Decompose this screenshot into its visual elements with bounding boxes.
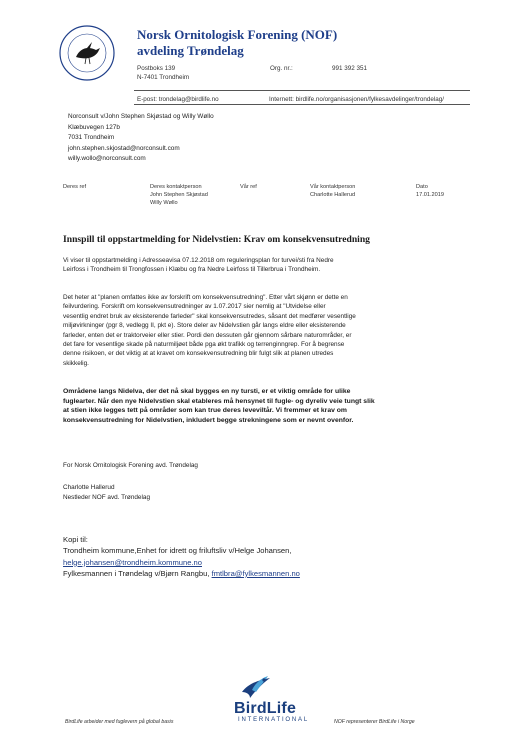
email-line: E-post: trondelag@birdlife.no bbox=[137, 96, 219, 103]
postal-address bbox=[137, 64, 189, 82]
kopi-email1-link[interactable]: helge.johansen@trondheim.kommune.no bbox=[63, 557, 202, 567]
paragraph-line: Leirfoss i Trondheim til Trongfossen i Klæbu og fra Nedre Leirfoss til Tillerbrua i Trondheim. bbox=[63, 266, 321, 274]
orgnr-value: 991 392 351 bbox=[332, 65, 368, 72]
var-kontakt-value: Charlotte Hallerud bbox=[310, 192, 356, 198]
paragraph-line: farleder, enten det er traktorveier eller stier. Pordi den dessuten går gjennom sårbare naturområder, er bbox=[63, 331, 352, 339]
birdlife-international: INTERNATIONAL bbox=[238, 717, 309, 723]
signature-block bbox=[63, 483, 150, 502]
paragraph-1 bbox=[63, 256, 463, 275]
recipient-line: 7031 Trondheim bbox=[68, 134, 115, 141]
org-name bbox=[137, 27, 337, 59]
kopi-block bbox=[63, 534, 300, 579]
kopi-line1: Trondheim kommune,Enhet for idrett og friluftsliv v/Helge Johansen, bbox=[63, 546, 292, 556]
address-line2: N-7401 Trondheim bbox=[137, 74, 190, 81]
signature-name: Charlotte Hallerud bbox=[63, 484, 115, 491]
deres-ref-label: Deres ref bbox=[63, 184, 87, 190]
deres-kontakt bbox=[150, 183, 208, 207]
var-ref-label: Vår ref bbox=[240, 184, 257, 190]
orgnr-label: Org. nr.: bbox=[270, 65, 293, 72]
paragraph-line: det fare for vesentlige skade på naturmiljøet både pga økt trafikk og terrenginngrep. For å begrense bbox=[63, 341, 345, 349]
var-kontakt bbox=[310, 183, 355, 199]
paragraph-line: denne risikoen, er det viktig at at kravet om konsekvensutredning blir fulgt slik at planen utredes bbox=[63, 350, 334, 358]
paragraph-line: Vi viser til oppstartmelding i Adresseavisa 07.12.2018 om reguleringsplan for turvei/sti fra Nedre bbox=[63, 257, 334, 264]
recipient-line: Klæbuvegen 127b bbox=[68, 123, 120, 131]
deres-kontakt-label: Deres kontaktperson bbox=[150, 184, 202, 190]
internet-line: Internett: birdlife.no/organisasjonen/fylkesavdelinger/trondelag/ bbox=[269, 96, 445, 103]
dato bbox=[416, 183, 444, 199]
nof-logo bbox=[58, 24, 116, 82]
dato-label: Dato bbox=[416, 184, 428, 190]
var-kontakt-label: Vår kontaktperson bbox=[310, 184, 356, 190]
signature-intro: For Norsk Ornitologisk Forening avd. Trøndelag bbox=[63, 462, 198, 469]
deres-kontakt-1: John Stephen Skjøstad bbox=[150, 192, 208, 198]
paragraph-line: skikkelig. bbox=[63, 359, 89, 367]
recipient-line: willy.wollo@norconsult.com bbox=[68, 155, 146, 162]
recipient-block bbox=[68, 112, 214, 165]
paragraph-3 bbox=[63, 387, 463, 425]
org-name-line1: Norsk Ornitologisk Forening (NOF) bbox=[137, 27, 338, 42]
deres-kontakt-2: Willy Wøllo bbox=[150, 200, 178, 206]
header-divider-bottom bbox=[134, 104, 470, 105]
birdlife-wordmark: BirdLife bbox=[234, 700, 297, 717]
birdlife-bird-icon bbox=[238, 672, 274, 702]
paragraph-line: konsekvensutredning for Nidelvstien, inkludert begge strekningene som er nevnt ovenfor. bbox=[63, 416, 354, 424]
paragraph-line: Områdene langs Nidelva, der det nå skal bygges en ny tursti, er et viktig område for ulike bbox=[63, 388, 351, 395]
kopi-label: Kopi til: bbox=[63, 535, 88, 544]
paragraph-line: feilvurdering. Forskrift om konsekvensutredninger av 1.07.2017 sier nemlig at "Utvidelse eller bbox=[63, 303, 326, 311]
paragraph-line: miljøvirkninger (pgr 8, vedlegg II, pkt e). Store deler av Nidelvstien går langs eldre eller eksisterende bbox=[63, 322, 346, 330]
kopi-email2-link[interactable]: fmtlbra@fylkesmannen.no bbox=[211, 568, 300, 578]
signature-role: Nestleder NOF avd. Trøndelag bbox=[63, 493, 151, 501]
paragraph-line: at stien ikke legges tett på områder som kan true deres leveviltår. Vi fremmer et krav om bbox=[63, 407, 347, 414]
paragraph-line: Det heter at "planen omfattes ikke av forskrift om konsekvensutredning". Etter vårt skjønn er dette en bbox=[63, 294, 348, 301]
footer-right: NOF representerer BirdLife i Norge bbox=[334, 719, 415, 725]
header-divider-top bbox=[134, 90, 470, 91]
letter-title: Innspill til oppstartmelding for Nidelvstien: Krav om konsekvensutredning bbox=[63, 234, 370, 245]
kopi-line3: Fylkesmannen i Trøndelag v/Bjørn Rangbu, bbox=[63, 568, 212, 578]
recipient-line: john.stephen.skjostad@norconsult.com bbox=[68, 144, 180, 152]
org-name-line2: avdeling Trøndelag bbox=[137, 43, 244, 58]
paragraph-2 bbox=[63, 293, 463, 368]
dato-value: 17.01.2019 bbox=[416, 192, 444, 198]
recipient-line: Norconsult v/John Stephen Skjøstad og Willy Wøllo bbox=[68, 113, 214, 120]
address-line1: Postboks 139 bbox=[137, 65, 176, 72]
paragraph-line: vesentlig endret bruk av eksisterende farleder" skal konsekvensutredes, såsant det medfører vesentlige bbox=[63, 312, 356, 320]
paragraph-line: fuglearter. Når den nye Nidelvstien skal etableres må hensynet til fugle- og dyreliv veie tungt slik bbox=[63, 397, 375, 405]
footer-left: BirdLife arbeider med fuglevern på global basis bbox=[65, 719, 174, 725]
